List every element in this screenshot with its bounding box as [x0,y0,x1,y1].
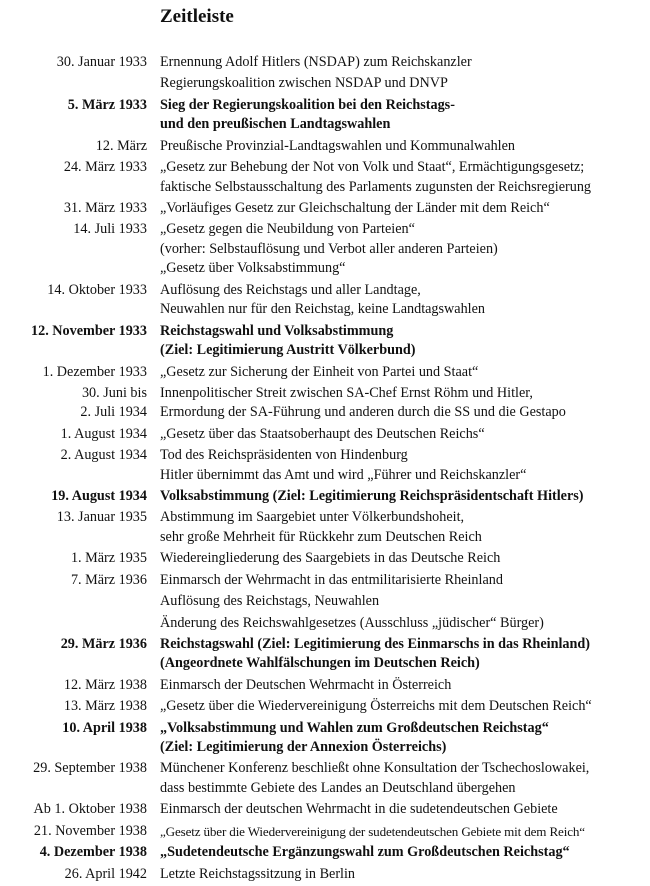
entry-date: 1. Dezember 1933 [42,363,147,380]
timeline-entry [0,158,650,197]
entry-text: Letzte Reichstagssitzung in Berlin [160,865,356,882]
entry-date: 31. März 1933 [63,199,147,216]
timeline-entry [0,508,650,547]
entry-text: Sieg der Regierungskoalition bei den Reichstags- und den preußischen Landtagswahlen [160,96,455,133]
entry-text: „Gesetz über die Wiedervereinigung der sudetendeutschen Gebiete mit dem Reich“ [160,823,585,839]
entry-text: Regierungskoalition zwischen NSDAP und DNVP [160,75,448,92]
entry-text: Einmarsch der Deutschen Wehrmacht in Österreich [160,676,452,693]
entry-date: 21. November 1938 [33,822,147,839]
timeline-entry [0,843,650,863]
timeline-entry [0,137,650,157]
timeline-entry [0,697,650,717]
entry-text: Auflösung des Reichstags und aller Landtage, Neuwahlen nur für den Reichstag, keine Landtagswahlen [160,281,486,318]
entry-date: 30. Juni bis 2. Juli 1934 [80,384,147,421]
entry-text: Münchener Konferenz beschließt ohne Konsultation der Tschechoslowakei, dass bestimmte Gebiete des Landes an Deutschland übergehen [160,760,590,796]
page-title: Zeitleiste [160,6,234,27]
entry-text: Ernennung Adolf Hitlers (NSDAP) zum Reichskanzler [160,54,472,70]
entry-date: 1. März 1935 [70,550,147,567]
entry-date: 24. März 1933 [63,159,147,176]
entry-date: 12. März [95,137,147,154]
entry-text: „Gesetz über die Wiedervereinigung Österreichs mit dem Deutschen Reich“ [160,698,592,715]
entry-text: „Gesetz über das Staatsoberhaupt des Deutschen Reichs“ [160,425,485,442]
timeline-entry [0,281,650,320]
entry-text: „Gesetz zur Sicherung der Einheit von Partei und Staat“ [160,363,479,380]
entry-date: Ab 1. Oktober 1938 [33,801,147,818]
entry-date: 4. Dezember 1938 [39,844,147,861]
entry-date: 5. März 1933 [67,96,147,113]
entry-text: „Gesetz zur Behebung der Not von Volk und Staat“, Ermächtigungsgesetz; faktische Selbstausschaltung des Parlaments zugunsten der Reichsregierung [160,159,592,195]
timeline-entry [0,220,650,279]
timeline-entry [0,74,650,94]
entry-date: 14. Oktober 1933 [47,281,147,298]
timeline-entry [0,549,650,569]
entry-text: „Gesetz gegen die Neubildung von Parteien“ (vorher: Selbstauflösung und Verbot aller anderen Parteien) „Gesetz über Volksabstimmung“ [160,221,498,277]
entry-text: „Vorläufiges Gesetz zur Gleichschaltung der Länder mit dem Reich“ [160,199,550,216]
entry-text: Auflösung des Reichstags, Neuwahlen [160,593,380,610]
entry-text: Abstimmung im Saargebiet unter Völkerbundshoheit, sehr große Mehrheit für Rückkehr zum Deutschen Reich [160,509,482,545]
entry-text: Reichstagswahl (Ziel: Legitimierung des Einmarschs in das Rheinland) (Angeordnete Wahlfälschungen im Deutschen Reich) [160,635,590,672]
entry-text: „Sudetendeutsche Ergänzungswahl zum Großdeutschen Reichstag“ [160,844,570,861]
timeline-entry [0,571,650,591]
entry-date: 12. November 1933 [31,322,147,339]
entry-text: „Volksabstimmung und Wahlen zum Großdeutschen Reichstag“ (Ziel: Legitimierung der Annexion Österreichs) [160,719,549,756]
timeline-entry [0,800,650,820]
entry-text: Änderung des Reichswahlgesetzes (Ausschluss „jüdischer“ Bürger) [160,614,544,631]
timeline-entry [0,614,650,634]
timeline-entry [0,322,650,361]
entry-date: 10. April 1938 [62,719,147,736]
entry-text: Innenpolitischer Streit zwischen SA-Chef Ernst Röhm und Hitler, Ermordung der SA-Führung und anderen durch die SS und die Gestapo [160,384,566,421]
timeline-entry [0,446,650,485]
entry-date: 7. März 1936 [70,571,147,588]
entry-date: 2. August 1934 [60,447,147,464]
entry-date: 14. Juli 1933 [73,221,147,238]
entry-date: 13. Januar 1935 [56,509,147,526]
timeline-entry [0,363,650,383]
timeline-entry [0,719,650,758]
entry-text: Tod des Reichspräsidenten von Hindenburg Hitler übernimmt das Amt und wird „Führer und Reichskanzler“ [160,447,527,483]
entry-date: 26. April 1942 [64,865,147,882]
timeline-entry [0,199,650,219]
timeline-entry [0,384,650,423]
entry-date: 12. März 1938 [63,676,147,693]
entry-date: 30. Januar 1933 [56,54,147,70]
timeline-list [0,53,650,886]
timeline-entry [0,96,650,135]
entry-text: Reichstagswahl und Volksabstimmung (Ziel: Legitimierung Austritt Völkerbund) [160,322,416,359]
entry-date: 19. August 1934 [51,488,147,505]
timeline-entry [0,487,650,507]
timeline-entry [0,822,650,842]
entry-text: Preußische Provinzial-Landtagswahlen und Kommunalwahlen [160,137,515,154]
entry-date: 1. August 1934 [60,425,147,442]
timeline-entry [0,53,650,73]
entry-date: 13. März 1938 [63,698,147,715]
timeline-entry [0,676,650,696]
timeline-entry [0,865,650,885]
entry-text: Volksabstimmung (Ziel: Legitimierung Reichspräsidentschaft Hitlers) [160,488,584,505]
timeline-entry [0,425,650,445]
entry-text: Wiedereingliederung des Saargebiets in das Deutsche Reich [160,550,501,567]
entry-text: Einmarsch der deutschen Wehrmacht in die sudetendeutschen Gebiete [160,801,558,818]
entry-date: 29. September 1938 [33,760,147,777]
timeline-entry [0,759,650,798]
entry-text: Einmarsch der Wehrmacht in das entmilitarisierte Rheinland [160,571,503,588]
timeline-entry [0,635,650,674]
timeline-entry [0,592,650,612]
entry-date: 29. März 1936 [60,635,147,652]
